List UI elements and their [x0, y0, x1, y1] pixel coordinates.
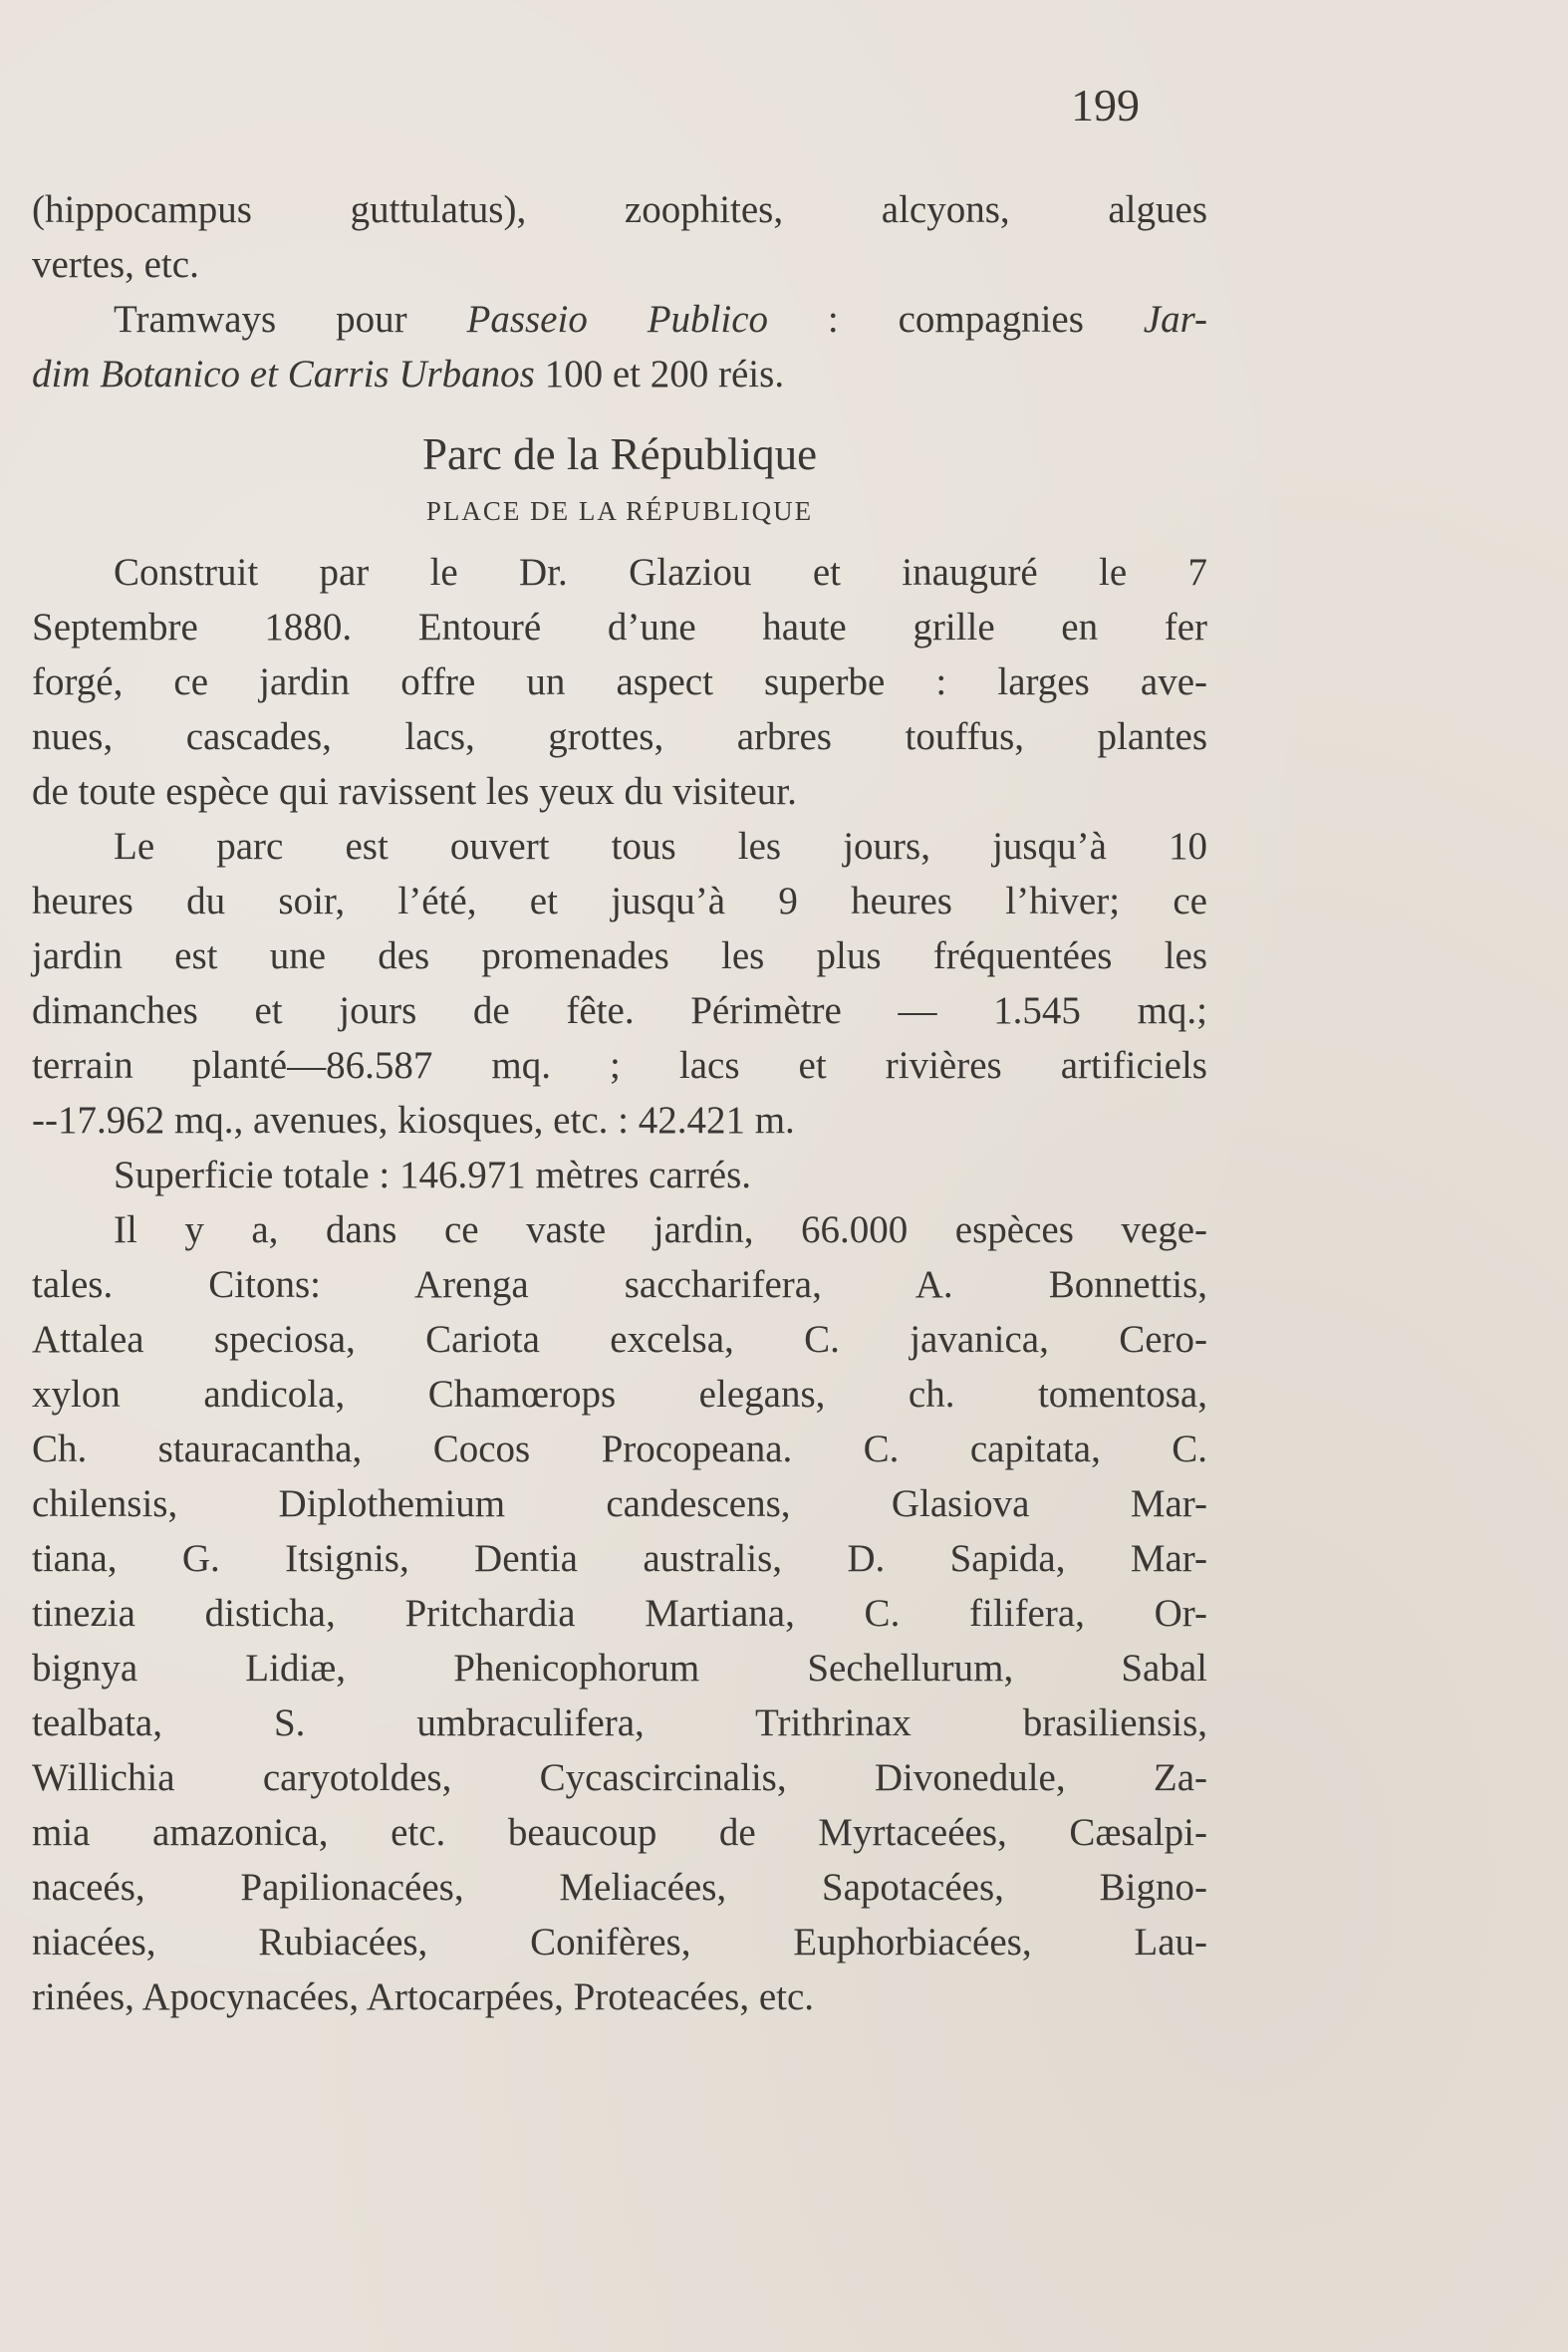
paragraph-line: --17.962 mq., avenues, kiosques, etc. : 42.421 m.	[32, 1099, 795, 1142]
paragraph-line: tealbata, S. umbraculifera, Trithrinax brasiliensis,	[32, 1701, 1207, 1744]
intro-line: vertes, etc.	[32, 243, 199, 286]
tramways-middle: : compagnies	[768, 298, 1144, 341]
paragraph-line: jardin est une des promenades les plus fréquentées les	[32, 934, 1207, 977]
paragraph-line: tales. Citons: Arenga saccharifera, A. Bonnettis,	[32, 1263, 1207, 1306]
paragraph-construction	[32, 545, 1207, 819]
paragraph-line: Le parc est ouvert tous les jours, jusqu’à 10	[114, 825, 1207, 868]
paragraph-line: naceés, Papilionacées, Meliacées, Sapotacées, Bigno-	[32, 1866, 1207, 1909]
paragraph-line: terrain planté—86.587 mq. ; lacs et rivières artificiels	[32, 1044, 1207, 1087]
tramways-line	[32, 347, 1207, 401]
paragraph-line: Attalea speciosa, Cariota excelsa, C. javanica, Cero-	[32, 1318, 1207, 1361]
paragraph-species	[32, 1202, 1207, 2024]
tramways-rest: 100 et 200 réis.	[534, 353, 785, 395]
tramways-italic: Jar-	[1143, 298, 1207, 341]
paragraph-line: Construit par le Dr. Glaziou et inauguré le 7	[114, 551, 1207, 594]
paragraph-line: heures du soir, l’été, et jusqu’à 9 heures l’hiver; ce	[32, 880, 1207, 922]
paragraph-line: forgé, ce jardin offre un aspect superbe : larges ave-	[32, 660, 1207, 703]
paragraph-line: Septembre 1880. Entouré d’une haute grille en fer	[32, 606, 1207, 649]
paragraph-line: rinées, Apocynacées, Artocarpées, Proteacées, etc.	[32, 1975, 815, 2018]
paragraph-line: dimanches et jours de fête. Périmètre — 1.545 mq.;	[32, 989, 1207, 1032]
tramways-line	[32, 292, 1207, 347]
tramways-italic: dim Botanico et Carris Urbanos	[32, 353, 535, 395]
section-subtitle: PLACE DE LA RÉPUBLIQUE	[425, 496, 814, 526]
paragraph-total-area	[32, 1148, 1207, 1202]
paragraph-line: Superficie totale : 146.971 mètres carrés.	[114, 1154, 752, 1196]
paragraph-line: mia amazonica, etc. beaucoup de Myrtaceées, Cæsalpi-	[32, 1811, 1207, 1854]
section-title: Parc de la République	[421, 429, 818, 479]
paragraph-line: xylon andicola, Chamœrops elegans, ch. tomentosa,	[32, 1373, 1207, 1416]
tramways-prefix: Tramways pour	[114, 298, 467, 341]
paragraph-line: bignya Lidiæ, Phenicophorum Sechellurum, Sabal	[32, 1647, 1207, 1690]
paragraph-line: nues, cascades, lacs, grottes, arbres touffus, plantes	[32, 715, 1207, 758]
paragraph-line: tinezia disticha, Pritchardia Martiana, C. filifera, Or-	[32, 1592, 1207, 1635]
paragraph-line: chilensis, Diplothemium candescens, Glasiova Mar-	[32, 1482, 1207, 1525]
paragraph-line: Il y a, dans ce vaste jardin, 66.000 espèces vege-	[114, 1208, 1207, 1251]
page-text	[32, 182, 1207, 2024]
intro-line: (hippocampus guttulatus), zoophites, alcyons, algues	[32, 188, 1207, 231]
paragraph-line: de toute espèce qui ravissent les yeux du visiteur.	[32, 770, 797, 813]
paragraph-line: Willichia caryotoldes, Cycascircinalis, Divonedule, Za-	[32, 1756, 1207, 1799]
tramways-italic: Passeio Publico	[466, 298, 769, 341]
paragraph-line: Ch. stauracantha, Cocos Procopeana. C. capitata, C.	[32, 1428, 1207, 1470]
page-number: 199	[1071, 80, 1140, 131]
paragraph-line: tiana, G. Itsignis, Dentia australis, D. Sapida, Mar-	[32, 1537, 1207, 1580]
paragraph-opening-hours	[32, 819, 1207, 1148]
paragraph-line: niacées, Rubiacées, Conifères, Euphorbiacées, Lau-	[32, 1921, 1207, 1963]
